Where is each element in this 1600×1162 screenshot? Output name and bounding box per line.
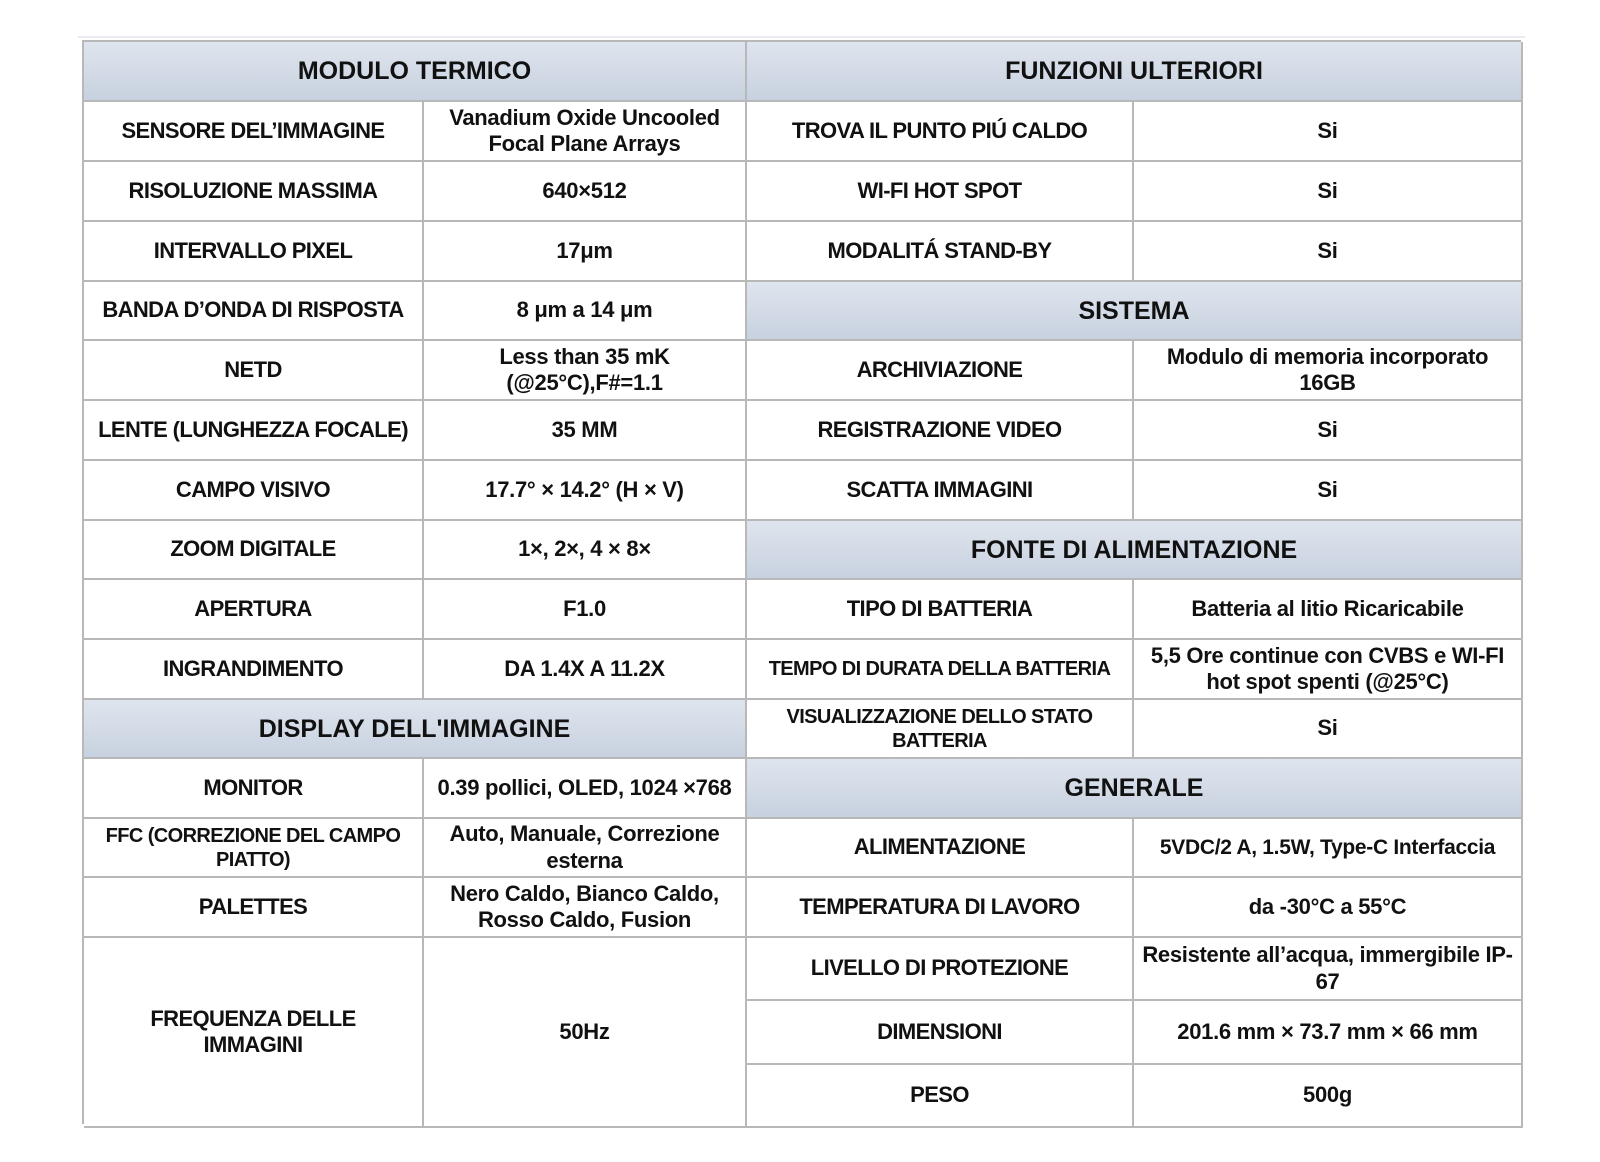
spec-label: SCATTA IMMAGINI	[747, 461, 1134, 521]
spec-value: Batteria al litio Ricaricabile	[1134, 580, 1523, 640]
spec-value: Si	[1134, 401, 1523, 461]
section-header-generale: GENERALE	[747, 759, 1523, 819]
spec-label: WI-FI HOT SPOT	[747, 162, 1134, 222]
spec-label: MODALITÁ STAND-BY	[747, 222, 1134, 282]
spec-value: Nero Caldo, Bianco Caldo, Rosso Caldo, Fusion	[424, 878, 747, 938]
top-shade-line	[78, 36, 1525, 38]
spec-value: 1×, 2×, 4 × 8×	[424, 521, 747, 580]
spec-value: Si	[1134, 162, 1523, 222]
spec-label: REGISTRAZIONE VIDEO	[747, 401, 1134, 461]
spec-value: 5,5 Ore continue con CVBS e WI-FI hot spot spenti (@25°C)	[1134, 640, 1523, 700]
spec-value: 8 μm a 14 μm	[424, 282, 747, 341]
spec-label: FFC (CORREZIONE DEL CAMPO PIATTO)	[84, 819, 424, 878]
spec-value: 17.7° × 14.2° (H × V)	[424, 461, 747, 521]
spec-value: 35 MM	[424, 401, 747, 461]
spec-value: da -30°C a 55°C	[1134, 878, 1523, 938]
spec-label: DIMENSIONI	[747, 1001, 1134, 1065]
spec-label: TROVA IL PUNTO PIÚ CALDO	[747, 102, 1134, 162]
spec-value: 17μm	[424, 222, 747, 282]
spec-label: VISUALIZZAZIONE DELLO STATO BATTERIA	[747, 700, 1134, 759]
section-header-sistema: SISTEMA	[747, 282, 1523, 341]
spec-value: Modulo di memoria incorporato 16GB	[1134, 341, 1523, 401]
spec-value: Si	[1134, 700, 1523, 759]
section-header-modulo-termico: MODULO TERMICO	[84, 42, 747, 102]
spec-value: Resistente all’acqua, immergibile IP-67	[1134, 938, 1523, 1001]
spec-value: 201.6 mm × 73.7 mm × 66 mm	[1134, 1001, 1523, 1065]
spec-value: 0.39 pollici, OLED, 1024 ×768	[424, 759, 747, 819]
spec-label: INGRANDIMENTO	[84, 640, 424, 700]
spec-label: PALETTES	[84, 878, 424, 938]
spec-value: F1.0	[424, 580, 747, 640]
spec-value: 50Hz	[424, 938, 747, 1128]
spec-value: 5VDC/2 A, 1.5W, Type-C Interfaccia	[1134, 819, 1523, 878]
spec-label: ZOOM DIGITALE	[84, 521, 424, 580]
spec-label: TEMPO DI DURATA DELLA BATTERIA	[747, 640, 1134, 700]
spec-label: SENSORE DEL’IMMAGINE	[84, 102, 424, 162]
spec-label: APERTURA	[84, 580, 424, 640]
spec-label: TIPO DI BATTERIA	[747, 580, 1134, 640]
spec-value: 640×512	[424, 162, 747, 222]
spec-value: Si	[1134, 222, 1523, 282]
spec-label: CAMPO VISIVO	[84, 461, 424, 521]
spec-value: 500g	[1134, 1065, 1523, 1128]
spec-value: Si	[1134, 461, 1523, 521]
spec-label: MONITOR	[84, 759, 424, 819]
spec-label: PESO	[747, 1065, 1134, 1128]
spec-label: TEMPERATURA DI LAVORO	[747, 878, 1134, 938]
spec-value: Vanadium Oxide Uncooled Focal Plane Arrays	[424, 102, 747, 162]
spec-label: FREQUENZA DELLE IMMAGINI	[84, 938, 424, 1128]
spec-label: LIVELLO DI PROTEZIONE	[747, 938, 1134, 1001]
spec-label: ARCHIVIAZIONE	[747, 341, 1134, 401]
spec-grid	[82, 40, 1521, 1124]
spec-label: ALIMENTAZIONE	[747, 819, 1134, 878]
section-header-alimentazione: FONTE DI ALIMENTAZIONE	[747, 521, 1523, 580]
spec-label: NETD	[84, 341, 424, 401]
section-header-display: DISPLAY DELL'IMMAGINE	[84, 700, 747, 759]
section-header-funzioni: FUNZIONI ULTERIORI	[747, 42, 1523, 102]
spec-value: Less than 35 mK (@25°C),F#=1.1	[424, 341, 747, 401]
spec-label: RISOLUZIONE MASSIMA	[84, 162, 424, 222]
spec-value: DA 1.4X A 11.2X	[424, 640, 747, 700]
spec-label: BANDA D’ONDA DI RISPOSTA	[84, 282, 424, 341]
spec-label: LENTE (LUNGHEZZA FOCALE)	[84, 401, 424, 461]
spec-value: Si	[1134, 102, 1523, 162]
spec-label: INTERVALLO PIXEL	[84, 222, 424, 282]
spec-value: Auto, Manuale, Correzione esterna	[424, 819, 747, 878]
